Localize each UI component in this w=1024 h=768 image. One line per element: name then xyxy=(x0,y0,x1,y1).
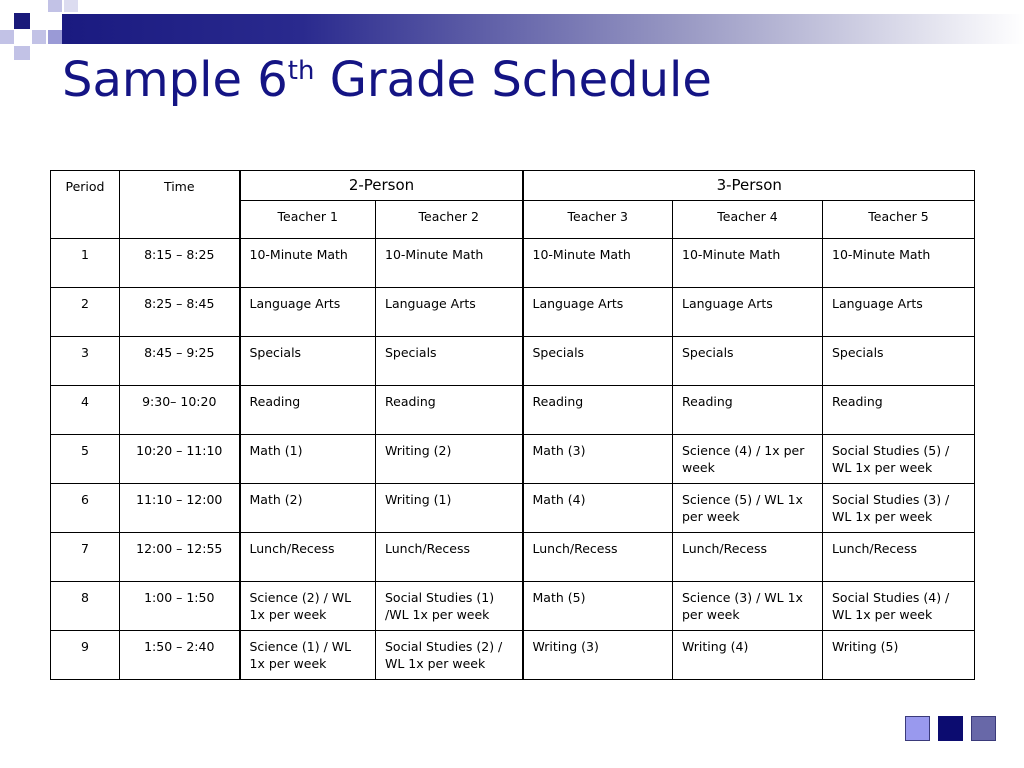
class-cell: Writing (3) xyxy=(523,631,673,680)
title-rest: Grade Schedule xyxy=(314,52,712,108)
class-cell: Reading xyxy=(523,386,673,435)
teacher-header: Teacher 2 xyxy=(376,201,523,239)
period-cell: 6 xyxy=(51,484,120,533)
page-title xyxy=(62,48,712,112)
class-cell: Reading xyxy=(376,386,523,435)
class-cell: Specials xyxy=(240,337,376,386)
class-cell: Lunch/Recess xyxy=(376,533,523,582)
nav-square-dark xyxy=(938,716,963,741)
class-cell: Social Studies (5) / WL 1x per week xyxy=(823,435,975,484)
table-row xyxy=(51,337,975,386)
period-cell: 5 xyxy=(51,435,120,484)
class-cell: Social Studies (2) / WL 1x per week xyxy=(376,631,523,680)
period-cell: 1 xyxy=(51,239,120,288)
class-cell: Language Arts xyxy=(673,288,823,337)
class-cell: 10-Minute Math xyxy=(240,239,376,288)
class-cell: 10-Minute Math xyxy=(376,239,523,288)
class-cell: Specials xyxy=(523,337,673,386)
table-row xyxy=(51,533,975,582)
teacher-header: Teacher 1 xyxy=(240,201,376,239)
class-cell: Math (4) xyxy=(523,484,673,533)
decor-square xyxy=(32,30,46,44)
title-banner xyxy=(62,14,1024,44)
class-cell: Social Studies (4) / WL 1x per week xyxy=(823,582,975,631)
header-row-groups xyxy=(51,171,975,201)
period-cell: 9 xyxy=(51,631,120,680)
time-cell: 1:00 – 1:50 xyxy=(120,582,240,631)
decor-square xyxy=(14,46,30,60)
time-cell: 12:00 – 12:55 xyxy=(120,533,240,582)
title-main: Sample 6 xyxy=(62,52,288,108)
class-cell: Language Arts xyxy=(240,288,376,337)
class-cell: Language Arts xyxy=(523,288,673,337)
table-row xyxy=(51,386,975,435)
table-row xyxy=(51,484,975,533)
class-cell: Math (3) xyxy=(523,435,673,484)
time-cell: 11:10 – 12:00 xyxy=(120,484,240,533)
class-cell: Science (4) / 1x per week xyxy=(673,435,823,484)
class-cell: Lunch/Recess xyxy=(240,533,376,582)
class-cell: Reading xyxy=(673,386,823,435)
class-cell: Specials xyxy=(376,337,523,386)
schedule-table xyxy=(50,170,975,680)
class-cell: Writing (4) xyxy=(673,631,823,680)
decor-square xyxy=(48,30,62,44)
table-row xyxy=(51,582,975,631)
group-header-3-person: 3-Person xyxy=(523,171,975,201)
decor-square xyxy=(14,13,30,29)
class-cell: Science (5) / WL 1x per week xyxy=(673,484,823,533)
time-cell: 8:15 – 8:25 xyxy=(120,239,240,288)
class-cell: 10-Minute Math xyxy=(823,239,975,288)
teacher-header: Teacher 3 xyxy=(523,201,673,239)
decor-square xyxy=(48,0,62,12)
class-cell: Writing (2) xyxy=(376,435,523,484)
time-cell: 9:30– 10:20 xyxy=(120,386,240,435)
time-cell: 8:45 – 9:25 xyxy=(120,337,240,386)
class-cell: 10-Minute Math xyxy=(523,239,673,288)
class-cell: Math (5) xyxy=(523,582,673,631)
table-row xyxy=(51,631,975,680)
period-header: Period xyxy=(51,171,120,239)
class-cell: 10-Minute Math xyxy=(673,239,823,288)
class-cell: Social Studies (1) /WL 1x per week xyxy=(376,582,523,631)
group-header-2-person: 2-Person xyxy=(240,171,523,201)
period-cell: 3 xyxy=(51,337,120,386)
table-row xyxy=(51,239,975,288)
class-cell: Math (1) xyxy=(240,435,376,484)
class-cell: Reading xyxy=(823,386,975,435)
class-cell: Science (1) / WL 1x per week xyxy=(240,631,376,680)
nav-square-light xyxy=(905,716,930,741)
class-cell: Specials xyxy=(673,337,823,386)
table-row xyxy=(51,288,975,337)
teacher-header: Teacher 4 xyxy=(673,201,823,239)
class-cell: Language Arts xyxy=(376,288,523,337)
period-cell: 7 xyxy=(51,533,120,582)
title-superscript: th xyxy=(287,56,315,86)
time-cell: 8:25 – 8:45 xyxy=(120,288,240,337)
class-cell: Specials xyxy=(823,337,975,386)
class-cell: Science (2) / WL 1x per week xyxy=(240,582,376,631)
class-cell: Social Studies (3) / WL 1x per week xyxy=(823,484,975,533)
class-cell: Reading xyxy=(240,386,376,435)
decor-square xyxy=(0,30,14,44)
time-header: Time xyxy=(120,171,240,239)
class-cell: Science (3) / WL 1x per week xyxy=(673,582,823,631)
teacher-header: Teacher 5 xyxy=(823,201,975,239)
class-cell: Lunch/Recess xyxy=(673,533,823,582)
class-cell: Writing (1) xyxy=(376,484,523,533)
period-cell: 8 xyxy=(51,582,120,631)
class-cell: Writing (5) xyxy=(823,631,975,680)
class-cell: Math (2) xyxy=(240,484,376,533)
class-cell: Lunch/Recess xyxy=(823,533,975,582)
nav-square-mid xyxy=(971,716,996,741)
decor-square xyxy=(64,0,78,12)
time-cell: 1:50 – 2:40 xyxy=(120,631,240,680)
period-cell: 4 xyxy=(51,386,120,435)
class-cell: Language Arts xyxy=(823,288,975,337)
period-cell: 2 xyxy=(51,288,120,337)
table-row xyxy=(51,435,975,484)
class-cell: Lunch/Recess xyxy=(523,533,673,582)
time-cell: 10:20 – 11:10 xyxy=(120,435,240,484)
